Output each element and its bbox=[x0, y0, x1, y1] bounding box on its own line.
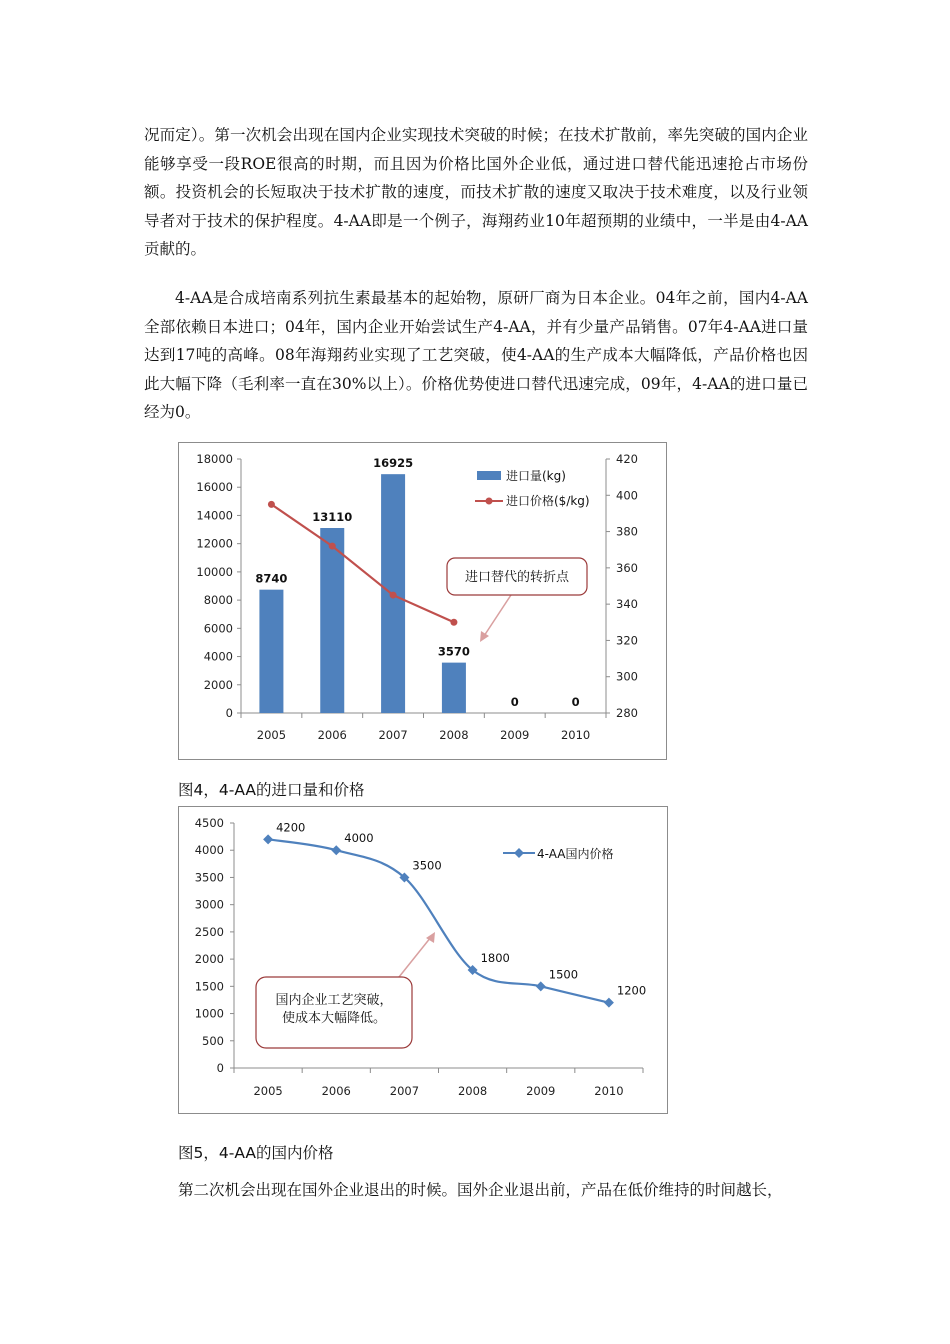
chart2-x-tick-label: 2010 bbox=[594, 1084, 624, 1098]
chart2-x-tick-label: 2007 bbox=[389, 1084, 420, 1098]
chart1-bar-label: 16925 bbox=[373, 456, 414, 471]
chart1-x-tick-label: 2006 bbox=[317, 728, 347, 742]
chart1-legend-bar-swatch bbox=[477, 471, 501, 480]
figure-5-caption: 图5，4-AA的国内价格 bbox=[178, 1144, 334, 1162]
chart1-svg bbox=[179, 443, 666, 759]
chart1-annotation-arrow bbox=[484, 595, 511, 636]
chart1-bar bbox=[442, 663, 466, 713]
paragraph-3: 第二次机会出现在国外企业退出的时候。国外企业退出前，产品在低价维持的时间越长， bbox=[178, 1181, 783, 1199]
chart-import-volume-price bbox=[178, 442, 667, 760]
chart1-left-tick-label: 8000 bbox=[203, 593, 233, 608]
chart2-point-label: 1800 bbox=[480, 951, 510, 965]
chart2-point-label: 4000 bbox=[344, 831, 374, 846]
chart1-x-tick-label: 2008 bbox=[439, 728, 469, 742]
chart2-legend-line-marker bbox=[514, 848, 524, 858]
chart2-point-label: 3500 bbox=[412, 858, 442, 873]
chart2-point-label: 4200 bbox=[276, 820, 306, 835]
chart1-legend-line-marker bbox=[486, 498, 493, 505]
chart1-bar bbox=[320, 528, 344, 713]
chart1-bar bbox=[259, 590, 283, 713]
chart2-left-tick-label: 2000 bbox=[194, 952, 224, 967]
chart1-left-tick-label: 18000 bbox=[196, 452, 233, 466]
chart1-legend-line-label: 进口价格($/kg) bbox=[506, 494, 590, 508]
chart2-x-tick-label: 2008 bbox=[457, 1084, 488, 1098]
chart2-left-tick-label: 4000 bbox=[194, 843, 224, 858]
paragraph-2: 4-AA是合成培南系列抗生素最基本的起始物，原研厂商为日本企业。04年之前，国内4-AA全部依赖日本进口；04年，国内企业开始尝试生产4-AA，并有少量产品销售。07年4-AA进口量达到17吨的高峰。08年海翔药业实现了工艺突破，使4-AA的生产成本大幅降低，产品价格也因此大幅下降（毛利率一直在30%以上）。价格优势使进口替代迅速完成，09年，4-AA的进口量已经为0。 bbox=[144, 289, 808, 422]
chart2-point-label: 1200 bbox=[616, 983, 647, 998]
chart1-legend-bar-label: 进口量(kg) bbox=[506, 469, 566, 483]
chart2-left-tick-label: 2500 bbox=[194, 924, 224, 939]
chart1-right-tick-label: 340 bbox=[616, 597, 638, 612]
chart2-price-point bbox=[331, 845, 341, 855]
chart2-left-tick-label: 3500 bbox=[194, 870, 224, 885]
figure-4-caption: 图4，4-AA的进口量和价格 bbox=[178, 781, 365, 799]
chart1-left-tick-label: 0 bbox=[225, 706, 233, 720]
chart1-x-tick-label: 2010 bbox=[560, 728, 591, 742]
chart2-price-point bbox=[536, 981, 546, 991]
chart1-price-line bbox=[271, 504, 454, 622]
chart2-price-point bbox=[263, 834, 273, 844]
chart2-svg bbox=[179, 807, 667, 1113]
chart1-annotation-arrowhead bbox=[480, 631, 489, 642]
chart1-right-tick-label: 380 bbox=[616, 524, 638, 539]
chart1-price-point bbox=[390, 592, 397, 599]
chart1-right-tick-label: 280 bbox=[616, 706, 638, 720]
chart1-bar-label: 3570 bbox=[437, 644, 470, 659]
chart2-point-label: 1500 bbox=[548, 967, 579, 982]
chart2-left-tick-label: 3000 bbox=[194, 897, 224, 912]
chart1-left-tick-label: 12000 bbox=[196, 536, 233, 551]
chart1-left-tick-label: 10000 bbox=[196, 564, 233, 579]
chart2-legend-label: 4-AA国内价格 bbox=[537, 847, 614, 861]
chart2-left-tick-label: 500 bbox=[202, 1033, 224, 1048]
chart1-right-tick-label: 300 bbox=[616, 669, 638, 684]
chart1-right-tick-label: 420 bbox=[616, 452, 638, 466]
chart1-bar-label: 8740 bbox=[255, 571, 288, 586]
chart2-price-point bbox=[604, 998, 614, 1008]
chart1-price-point bbox=[268, 501, 275, 508]
chart1-left-tick-label: 6000 bbox=[203, 621, 233, 636]
paragraph-1: 况而定）。第一次机会出现在国内企业实现技术突破的时候；在技术扩散前，率先突破的国内企业能够享受一段ROE很高的时期，而且因为价格比国外企业低，通过进口替代能迅速抢占市场份额。投资机会的长短取决于技术扩散的速度，而技术扩散的速度又取决于技术难度，以及行业领导者对于技术的保护程度。4-AA即是一个例子，海翔药业10年超预期的业绩中，一半是由4-AA贡献的。 bbox=[144, 126, 808, 259]
chart1-x-tick-label: 2005 bbox=[256, 728, 287, 742]
chart1-x-tick-label: 2009 bbox=[500, 728, 530, 742]
chart1-bar-label: 0 bbox=[571, 695, 580, 709]
chart2-annotation-line-1: 国内企业工艺突破， bbox=[275, 993, 393, 1008]
chart1-bar-label: 0 bbox=[510, 695, 519, 709]
chart1-bar-label: 13110 bbox=[312, 510, 353, 525]
chart2-annotation-line-2: 使成本大幅降低。 bbox=[281, 1011, 387, 1026]
chart2-annotation-arrow bbox=[399, 937, 431, 977]
chart1-right-tick-label: 360 bbox=[616, 560, 638, 575]
chart1-price-point bbox=[450, 619, 457, 626]
chart-domestic-price bbox=[178, 806, 668, 1114]
chart1-right-tick-label: 320 bbox=[616, 633, 638, 648]
chart2-x-tick-label: 2005 bbox=[253, 1084, 283, 1098]
chart1-left-tick-label: 2000 bbox=[203, 677, 233, 692]
chart1-left-tick-label: 16000 bbox=[196, 480, 233, 495]
chart2-x-tick-label: 2006 bbox=[321, 1084, 351, 1098]
chart2-left-tick-label: 1500 bbox=[194, 979, 224, 994]
chart1-left-tick-label: 14000 bbox=[196, 508, 233, 523]
chart2-left-tick-label: 1000 bbox=[194, 1006, 224, 1021]
chart2-left-tick-label: 4500 bbox=[194, 816, 224, 830]
chart1-right-tick-label: 400 bbox=[616, 488, 638, 503]
chart1-left-tick-label: 4000 bbox=[203, 649, 233, 664]
chart1-x-tick-label: 2007 bbox=[378, 728, 408, 742]
chart1-annotation-text: 进口替代的转折点 bbox=[464, 570, 570, 585]
chart2-left-tick-label: 0 bbox=[216, 1061, 224, 1075]
chart1-price-point bbox=[329, 543, 336, 550]
chart2-x-tick-label: 2009 bbox=[526, 1084, 556, 1098]
